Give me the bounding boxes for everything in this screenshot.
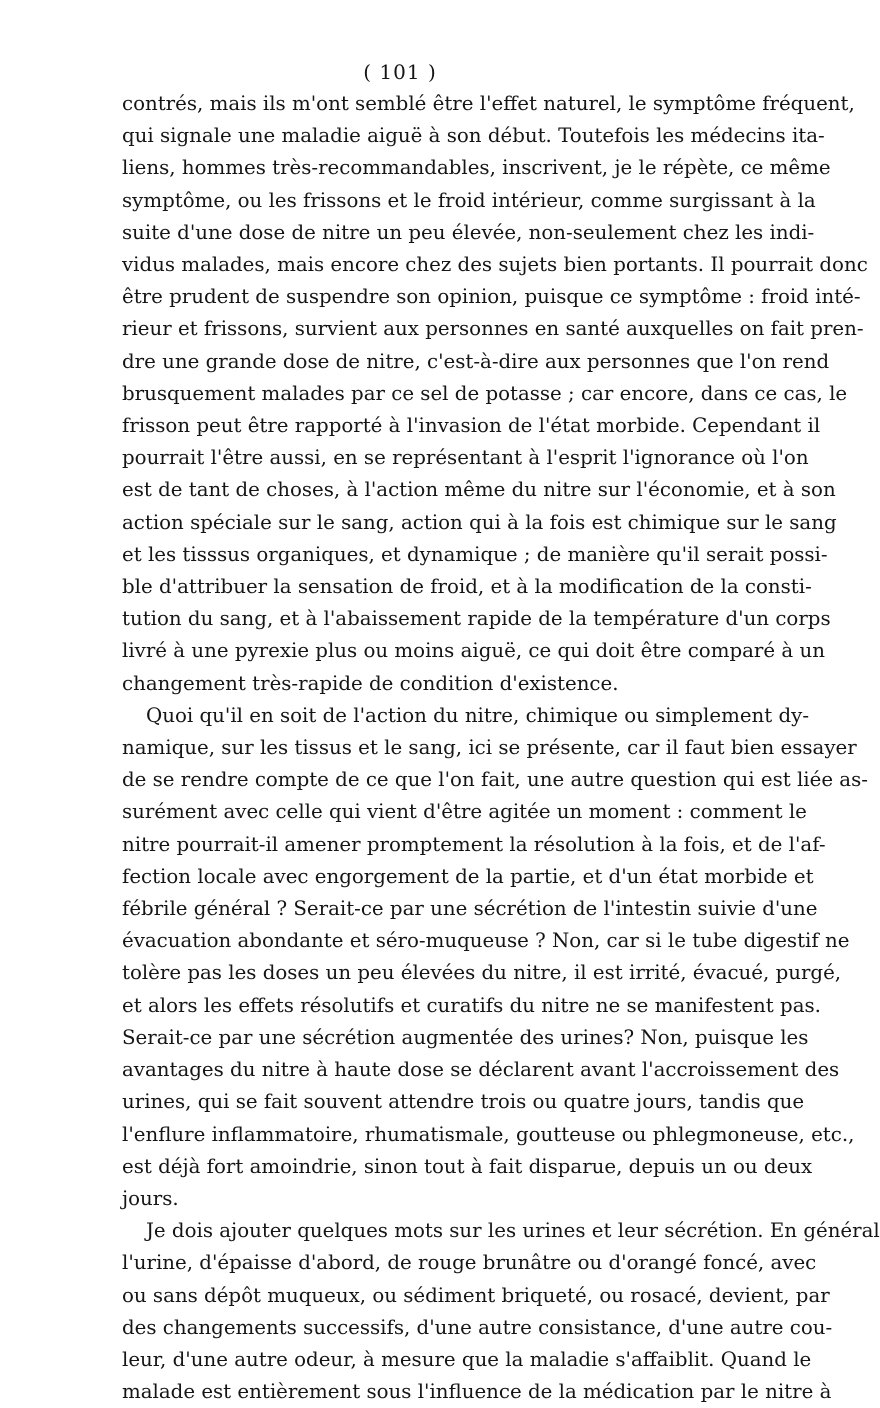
text-line: livré à une pyrexie plus ou moins aiguë, ce qui doit être comparé à un (122, 639, 825, 663)
text-line: symptôme, ou les frissons et le froid intérieur, comme surgissant à la (122, 188, 816, 212)
text-line: leur, d'une autre odeur, à mesure que la maladie s'affaiblit. Quand le (122, 1347, 812, 1371)
text-line: évacuation abondante et séro-muqueuse ? Non, car si le tube digestif ne (122, 929, 850, 953)
text-line: Quoi qu'il en soit de l'action du nitre, chimique ou simplement dy- (146, 703, 810, 727)
text-line: rieur et frissons, survient aux personnes en santé auxquelles on fait pren- (122, 317, 864, 341)
text-line: l'enflure inflammatoire, rhumatismale, goutteuse ou phlegmoneuse, etc., (122, 1122, 855, 1146)
text-line: tolère pas les doses un peu élevées du nitre, il est irrité, évacué, purgé, (122, 961, 842, 985)
text-line: est de tant de choses, à l'action même du nitre sur l'économie, et à son (122, 478, 836, 502)
text-line: suite d'une dose de nitre un peu élevée, non-seulement chez les indi- (122, 220, 815, 244)
text-line: jours. (122, 1186, 179, 1210)
text-line: pourrait l'être aussi, en se représentant à l'esprit l'ignorance où l'on (122, 446, 809, 470)
page-number: ( 101 ) (363, 60, 437, 84)
body-text (122, 88, 880, 1408)
text-line: Serait-ce par une sécrétion augmentée des urines? Non, puisque les (122, 1025, 809, 1049)
text-line: namique, sur les tissus et le sang, ici se présente, car il faut bien essayer (122, 736, 857, 760)
text-line: est déjà fort amoindrie, sinon tout à fait disparue, depuis un ou deux (122, 1154, 813, 1178)
text-line: contrés, mais ils m'ont semblé être l'effet naturel, le symptôme fréquent, (122, 92, 855, 115)
text-line: vidus malades, mais encore chez des sujets bien portants. Il pourrait donc (122, 253, 868, 277)
text-line: fection locale avec engorgement de la partie, et d'un état morbide et (122, 864, 814, 888)
text-line: frisson peut être rapporté à l'invasion de l'état morbide. Cependant il (122, 414, 821, 438)
text-line: Je dois ajouter quelques mots sur les urines et leur sécrétion. En général (146, 1219, 880, 1243)
text-line: dre une grande dose de nitre, c'est-à-dire aux personnes que l'on rend (122, 349, 830, 373)
paragraph-1 (122, 88, 868, 700)
text-line: urines, qui se fait souvent attendre trois ou quatre jours, tandis que (122, 1090, 805, 1114)
text-line: changement très-rapide de condition d'existence. (122, 671, 619, 695)
text-line: nitre pourrait-il amener promptement la résolution à la fois, et de l'af- (122, 832, 826, 856)
text-line: malade est entièrement sous l'influence de la médication par le nitre à (122, 1380, 832, 1404)
text-line: ble d'attribuer la sensation de froid, et à la modification de la consti- (122, 575, 812, 599)
text-line: de se rendre compte de ce que l'on fait, une autre question qui est liée as- (122, 768, 868, 792)
text-line: avantages du nitre à haute dose se déclarent avant l'accroissement des (122, 1058, 840, 1082)
text-line: fébrile général ? Serait-ce par une sécrétion de l'intestin suivie d'une (122, 897, 818, 921)
paragraph-3 (122, 1215, 880, 1408)
text-line: ou sans dépôt muqueux, ou sédiment briqueté, ou rosacé, devient, par (122, 1283, 830, 1307)
text-line: des changements successifs, d'une autre consistance, d'une autre cou- (122, 1315, 833, 1339)
text-line: tution du sang, et à l'abaissement rapide de la température d'un corps (122, 607, 831, 631)
text-line: être prudent de suspendre son opinion, puisque ce symptôme : froid inté- (122, 285, 861, 309)
paragraph-2 (122, 700, 868, 1215)
text-line: action spéciale sur le sang, action qui à la fois est chimique sur le sang (122, 510, 837, 534)
text-line: brusquement malades par ce sel de potasse ; car encore, dans ce cas, le (122, 381, 848, 405)
text-line: surément avec celle qui vient d'être agitée un moment : comment le (122, 800, 807, 824)
text-line: et alors les effets résolutifs et curatifs du nitre ne se manifestent pas. (122, 993, 821, 1017)
text-line: l'urine, d'épaisse d'abord, de rouge brunâtre ou d'orangé foncé, avec (122, 1251, 817, 1275)
text-line: et les tisssus organiques, et dynamique ; de manière qu'il serait possi- (122, 542, 828, 566)
text-line: qui signale une maladie aiguë à son début. Toutefois les médecins ita- (122, 124, 825, 148)
text-line: liens, hommes très-recommandables, inscrivent, je le répète, ce même (122, 156, 831, 180)
